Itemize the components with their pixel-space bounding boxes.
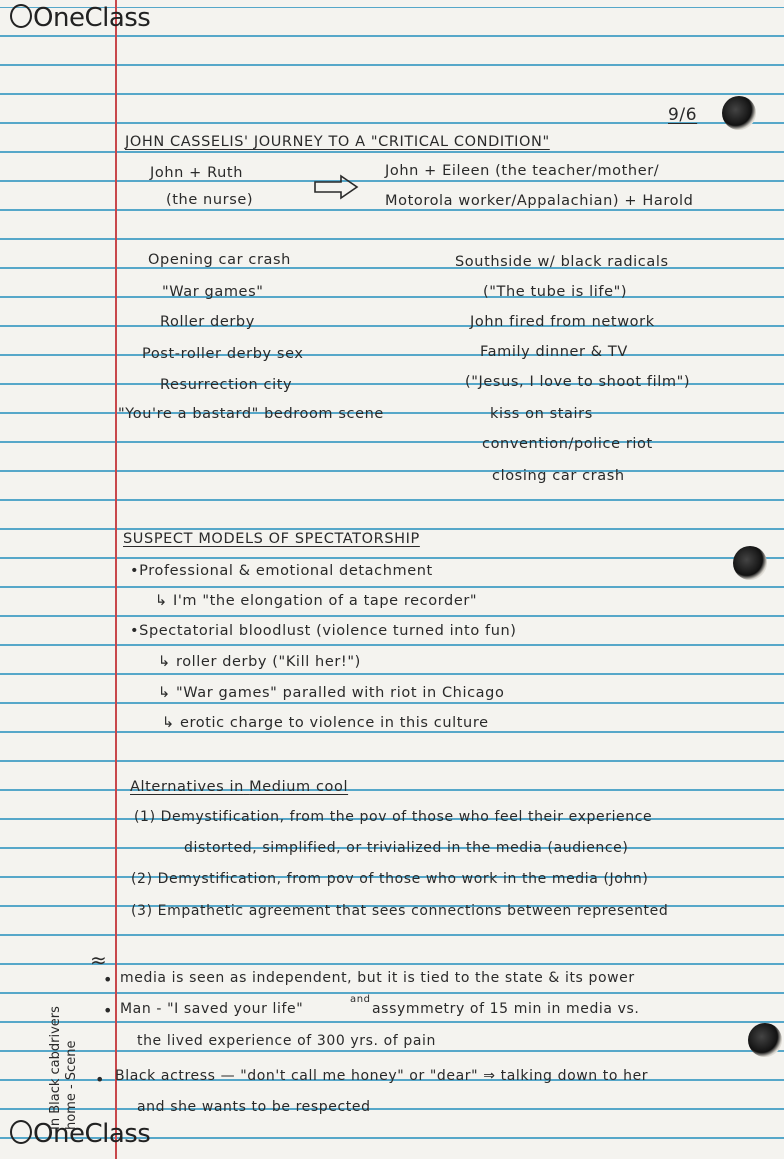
logo-circle-icon xyxy=(10,4,32,28)
right-arrow-icon xyxy=(313,174,359,200)
bullet-icon: • xyxy=(95,1070,105,1089)
brand-logo-bottom: OneClass xyxy=(10,1118,150,1149)
right-scene: closing car crash xyxy=(492,468,625,484)
journey-right-line2: Motorola worker/Appalachian) + Harold xyxy=(385,193,694,209)
punch-hole-icon xyxy=(748,1023,782,1057)
suspect-item: •Spectatorial bloodlust (violence turned into fun) xyxy=(130,623,517,639)
alternatives-heading-film: Medium cool xyxy=(249,779,349,795)
alternative-item: (3) Empathetic agreement that sees connections between represented xyxy=(131,903,669,919)
left-scene: "You're a bastard" bedroom scene xyxy=(118,406,384,422)
alternative-item: (2) Demystification, from pov of those who work in the media (John) xyxy=(131,871,649,887)
alternatives-heading-prefix: Alternatives in xyxy=(130,779,244,795)
page-title: JOHN CASSELIS' JOURNEY TO A "CRITICAL CONDITION" xyxy=(125,134,550,150)
right-scene: Southside w/ black radicals xyxy=(455,254,669,270)
right-scene: ("Jesus, I love to shoot film") xyxy=(465,374,691,390)
note-line: Man - "I saved your life" xyxy=(120,1001,304,1017)
note-line: Black actress — "don't call me honey" or "dear" ⇒ talking down to her xyxy=(115,1068,649,1084)
left-scene: Post-roller derby sex xyxy=(142,346,304,362)
brand-logo-top: OneClass xyxy=(10,2,150,33)
note-line: media is seen as independent, but it is tied to the state & its power xyxy=(120,970,635,986)
punch-hole-icon xyxy=(733,546,767,580)
right-scene: John fired from network xyxy=(470,314,655,330)
alternative-item: (1) Demystification, from the pov of those who feel their experience xyxy=(134,809,653,825)
note-insert: and xyxy=(350,994,371,1005)
right-scene: ("The tube is life") xyxy=(483,284,628,300)
side-note-line2: home - Scene xyxy=(64,1040,79,1130)
punch-hole-icon xyxy=(722,96,756,130)
note-line: and she wants to be respected xyxy=(137,1099,371,1115)
logo-circle-icon xyxy=(10,1120,32,1144)
suspect-item: ↳ I'm "the elongation of a tape recorder" xyxy=(155,593,478,609)
margin-line xyxy=(115,0,117,1159)
alternatives-heading xyxy=(130,779,348,795)
alternative-item: distorted, simplified, or trivialized in the media (audience) xyxy=(184,840,629,856)
suspect-heading: SUSPECT MODELS OF SPECTATORSHIP xyxy=(123,531,420,547)
suspect-item: ↳ roller derby ("Kill her!") xyxy=(158,654,361,670)
right-scene: convention/police riot xyxy=(482,436,653,452)
suspect-item: •Professional & emotional detachment xyxy=(130,563,433,579)
suspect-item: ↳ "War games" paralled with riot in Chicago xyxy=(158,685,505,701)
bullet-icon: • xyxy=(103,970,113,989)
left-scene: Roller derby xyxy=(160,314,255,330)
note-line: assymmetry of 15 min in media vs. xyxy=(372,1001,640,1017)
left-scene: "War games" xyxy=(162,284,264,300)
note-line: the lived experience of 300 yrs. of pain xyxy=(137,1033,437,1049)
side-note-line1: In Black cabdrivers xyxy=(48,1006,63,1130)
bullet-icon: • xyxy=(103,1001,113,1020)
journey-left-line1: John + Ruth xyxy=(150,165,243,181)
right-scene: kiss on stairs xyxy=(490,406,593,422)
squiggle-mark-icon: ≈ xyxy=(90,948,108,972)
date: 9/6 xyxy=(668,105,698,125)
right-scene: Family dinner & TV xyxy=(480,344,628,360)
suspect-item: ↳ erotic charge to violence in this culture xyxy=(162,715,489,731)
journey-left-line2: (the nurse) xyxy=(166,192,254,208)
left-scene: Resurrection city xyxy=(160,377,293,393)
journey-right-line1: John + Eileen (the teacher/mother/ xyxy=(385,163,660,179)
left-scene: Opening car crash xyxy=(148,252,291,268)
margin-side-note xyxy=(48,1006,80,1130)
